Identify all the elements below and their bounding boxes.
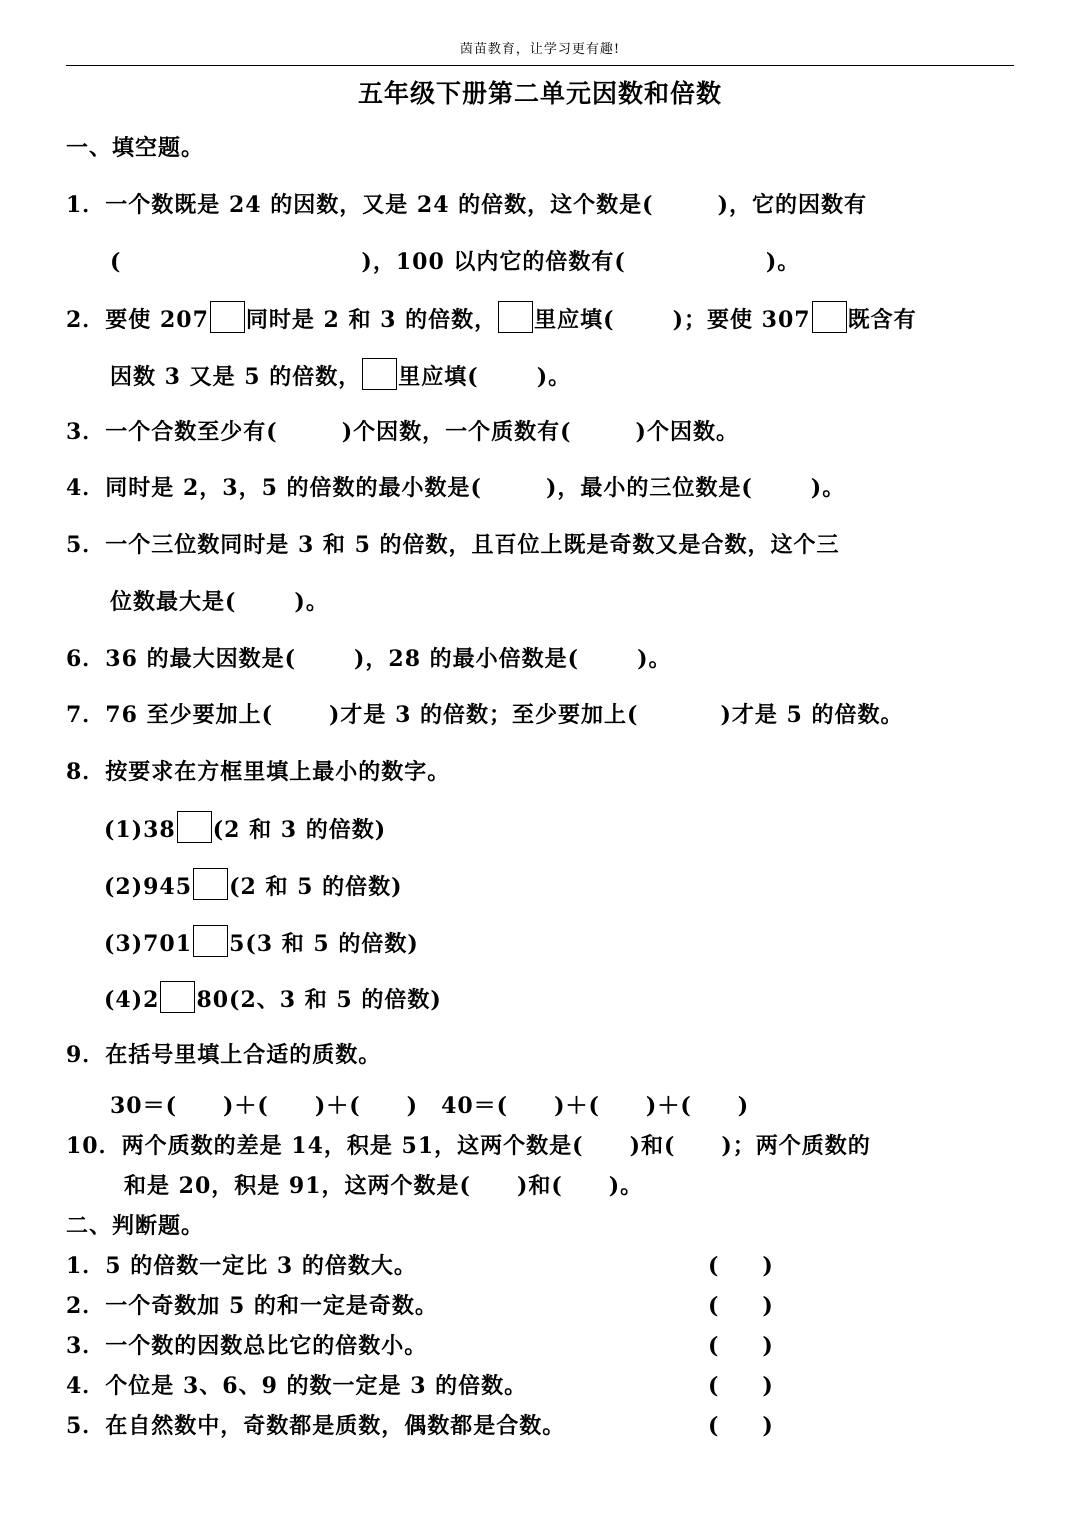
judge-answer-1[interactable]: ( ) [708,1253,773,1279]
question-10-line-2: 和是 20，积是 91，这两个数是( )和( )。 [124,1173,644,1199]
page-header: 茵苗教育，让学习更有趣! [459,42,621,57]
judge-item-1: 1．5 的倍数一定比 3 的倍数大。 [66,1253,417,1279]
answer-box[interactable] [362,358,397,390]
question-1-line-1: 1．一个数既是 24 的因数，又是 24 的倍数，这个数是( )，它的因数有 [66,192,868,218]
judge-item-4: 4．个位是 3、6、9 的数一定是 3 的倍数。 [66,1373,528,1399]
section-fill-blank: 一、填空题。 [66,135,205,161]
judge-item-2: 2．一个奇数加 5 的和一定是奇数。 [66,1293,438,1319]
answer-box[interactable] [177,811,212,843]
question-3: 3．一个合数至少有( )个因数，一个质数有( )个因数。 [66,419,739,445]
question-8-part-1: (1)38 (2 和 3 的倍数) [104,814,386,847]
judge-answer-4[interactable]: ( ) [708,1373,773,1399]
question-8-part-2: (2)945 (2 和 5 的倍数) [104,871,402,904]
judge-answer-5[interactable]: ( ) [708,1413,773,1439]
judge-answer-2[interactable]: ( ) [708,1293,773,1319]
question-6: 6．36 的最大因数是( )，28 的最小倍数是( )。 [66,646,672,672]
question-7: 7．76 至少要加上( )才是 3 的倍数；至少要加上( )才是 5 的倍数。 [66,702,904,728]
judge-answer-3[interactable]: ( ) [708,1333,773,1359]
question-8-stem: 8．按要求在方框里填上最小的数字。 [66,759,451,785]
answer-box[interactable] [812,301,847,333]
question-9-stem: 9．在括号里填上合适的质数。 [66,1042,382,1068]
answer-box[interactable] [160,981,195,1013]
question-5-line-2: 位数最大是( )。 [110,589,329,615]
question-2-line-1: 2．要使 207 同时是 2 和 3 的倍数， 里应填( )；要使 307 既含有 [66,304,917,337]
question-5-line-1: 5．一个三位数同时是 3 和 5 的倍数，且百位上既是奇数又是合数，这个三 [66,532,840,558]
question-8-part-3: (3)701 5(3 和 5 的倍数) [104,928,419,961]
question-10-line-1: 10．两个质数的差是 14，积是 51，这两个数是( )和( )；两个质数的 [66,1133,871,1159]
judge-item-3: 3．一个数的因数总比它的倍数小。 [66,1333,428,1359]
judge-item-5: 5．在自然数中，奇数都是质数，偶数都是合数。 [66,1413,566,1439]
answer-box[interactable] [193,925,228,957]
question-9-equations: 30＝( )＋( )＋( ) 40＝( )＋( )＋( ) [110,1093,750,1119]
question-8-part-4: (4)2 80(2、3 和 5 的倍数) [104,984,442,1017]
question-2-line-2: 因数 3 又是 5 的倍数， 里应填( )。 [110,361,571,394]
question-1-line-2: ( )，100 以内它的倍数有( )。 [110,249,801,275]
answer-box[interactable] [193,868,228,900]
section-true-false: 二、判断题。 [66,1213,205,1239]
header-rule [66,65,1014,66]
answer-box[interactable] [210,301,245,333]
answer-box[interactable] [498,301,533,333]
question-4: 4．同时是 2，3，5 的倍数的最小数是( )，最小的三位数是( )。 [66,475,846,501]
page-title: 五年级下册第二单元因数和倍数 [357,79,722,108]
